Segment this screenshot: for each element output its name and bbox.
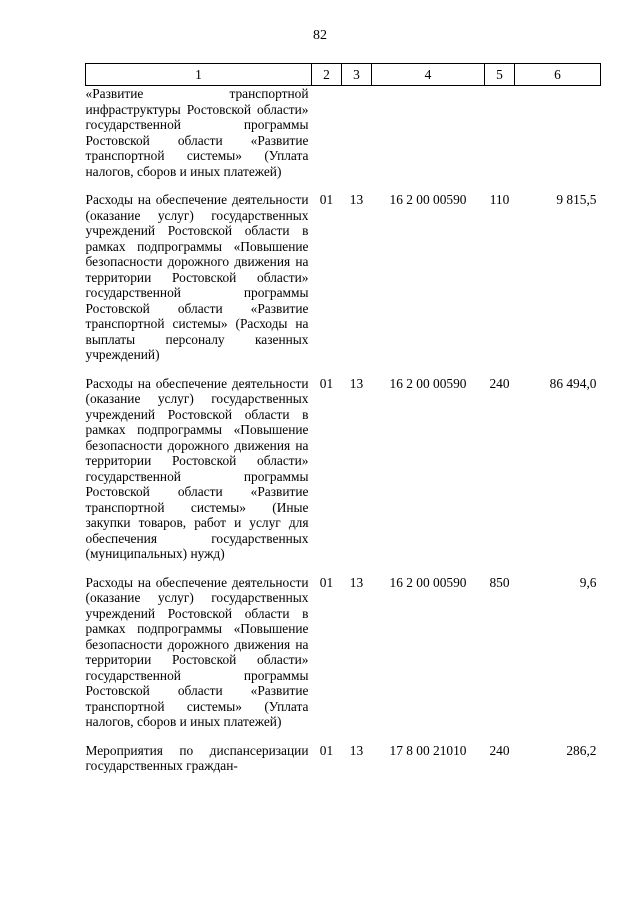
table-row bbox=[86, 730, 601, 774]
row-amount bbox=[515, 86, 601, 180]
page-number: 82 bbox=[313, 28, 327, 43]
row-amount: 86 494,0 bbox=[549, 375, 597, 391]
row-amount: 286,2 bbox=[566, 742, 597, 758]
table-row bbox=[86, 179, 601, 363]
row-description: Расходы на обеспечение деятельности (оказание услуг) государственных учреждений Ростовской области в рамках подпрограммы «Повышение безопасности дорожного движения на территории Ростовской области» государственной программы Ростовской области «Развитие транспортной системы» (Иные закупки товаров, работ и услуг для обеспечения государственных (муниципальных) нужд) bbox=[85, 375, 309, 561]
header-col-1: 1 bbox=[86, 64, 312, 86]
row-section bbox=[312, 86, 342, 180]
row-subsection: 13 bbox=[349, 192, 364, 207]
row-expense-type: 850 bbox=[489, 574, 510, 590]
row-section: 01 bbox=[319, 574, 334, 590]
row-target-code: 16 2 00 00590 bbox=[389, 192, 467, 207]
row-description: Расходы на обеспечение деятельности (оказание услуг) государственных учреждений Ростовской области в рамках подпрограммы «Повышение безопасности дорожного движения на территории Ростовской области» государственной программы Ростовской области «Развитие транспортной системы» (Уплата налогов, сборов и иных платежей) bbox=[85, 574, 309, 729]
header-col-2: 2 bbox=[312, 64, 342, 86]
table-row bbox=[86, 363, 601, 562]
row-expense-type bbox=[485, 86, 515, 180]
row-description: «Развитие транспортной инфраструктуры Ростовской области» государственной программы Ростовской области «Развитие транспортной системы» (Уплата налогов, сборов и иных платежей) bbox=[85, 86, 309, 179]
table-body bbox=[86, 86, 601, 774]
row-section: 01 bbox=[319, 742, 334, 758]
row-subsection: 13 bbox=[349, 742, 364, 758]
table-row bbox=[86, 562, 601, 730]
header-col-6: 6 bbox=[515, 64, 601, 86]
row-description: Расходы на обеспечение деятельности (оказание услуг) государственных учреждений Ростовской области в рамках подпрограммы «Повышение безопасности дорожного движения на территории Ростовской области» государственной программы Ростовской области «Развитие транспортной системы» (Расходы на выплаты персоналу казенных учреждений) bbox=[85, 192, 309, 362]
row-target-code bbox=[372, 86, 485, 180]
row-section: 01 bbox=[319, 192, 334, 207]
table-header bbox=[86, 64, 601, 86]
row-expense-type: 110 bbox=[489, 192, 510, 207]
row-subsection: 13 bbox=[349, 574, 364, 590]
header-col-5: 5 bbox=[485, 64, 515, 86]
row-description: Мероприятия по диспансеризации государственных граждан- bbox=[85, 742, 309, 773]
row-target-code: 16 2 00 00590 bbox=[389, 375, 467, 391]
row-target-code: 16 2 00 00590 bbox=[389, 574, 467, 590]
row-subsection: 13 bbox=[349, 375, 364, 391]
row-subsection bbox=[342, 86, 372, 180]
row-expense-type: 240 bbox=[489, 375, 510, 391]
header-col-3: 3 bbox=[342, 64, 372, 86]
row-amount: 9,6 bbox=[579, 574, 597, 590]
header-row bbox=[86, 64, 601, 86]
header-col-4: 4 bbox=[372, 64, 485, 86]
row-target-code: 17 8 00 21010 bbox=[389, 742, 467, 758]
table-row bbox=[86, 86, 601, 180]
budget-table bbox=[85, 63, 601, 774]
row-amount: 9 815,5 bbox=[556, 192, 597, 207]
row-section: 01 bbox=[319, 375, 334, 391]
row-expense-type: 240 bbox=[489, 742, 510, 758]
